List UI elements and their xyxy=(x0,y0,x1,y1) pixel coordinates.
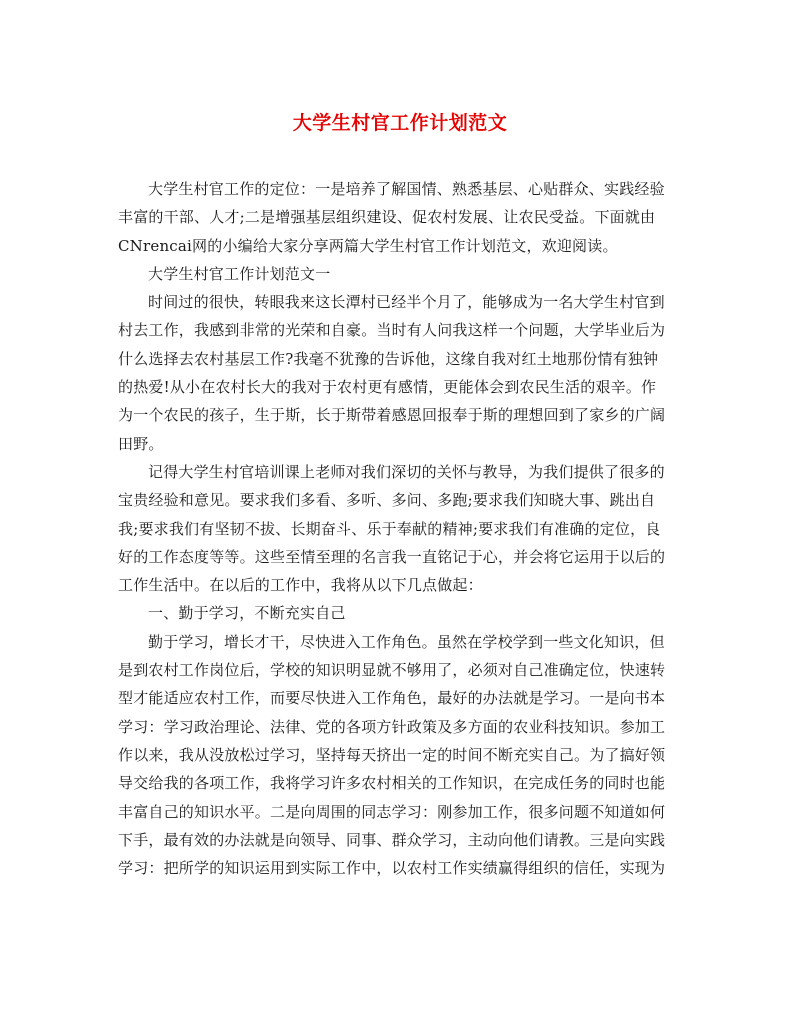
paragraph-line: 我;要求我们有坚韧不拔、长期奋斗、乐于奉献的精神;要求我们有准确的定位，良 xyxy=(118,519,661,538)
paragraph-line: 田野。 xyxy=(118,434,164,453)
paragraph-line: 学习：把所学的知识运用到实际工作中，以农村工作实绩赢得组织的信任，实现为 xyxy=(118,859,666,878)
paragraph-line: 作以来，我从没放松过学习，坚持每天挤出一定的时间不断充实自己。为了搞好领 xyxy=(118,745,666,764)
paragraph-line: 为一个农民的孩子，生于斯，长于斯带着感恩回报奉于斯的理想回到了家乡的广阔 xyxy=(118,406,666,425)
paragraph-line: CNrencai网的小编给大家分享两篇大学生村官工作计划范文，欢迎阅读。 xyxy=(118,236,618,255)
paragraph-line: 村去工作，我感到非常的光荣和自豪。当时有人问我这样一个问题，大学毕业后为 xyxy=(118,321,666,340)
section-heading: 一、勤于学习，不断充实自己 xyxy=(148,604,346,623)
paragraph-line: 时间过的很快，转眼我来这长潭村已经半个月了，能够成为一名大学生村官到 xyxy=(148,293,665,312)
paragraph-line: 工作生活中。在以后的工作中，我将从以下几点做起： xyxy=(118,576,483,595)
paragraph-line: 丰富自己的知识水平。二是向周围的同志学习：刚参加工作，很多问题不知道如何 xyxy=(118,802,666,821)
paragraph-line: 大学生村官工作的定位：一是培养了解国情、熟悉基层、心贴群众、实践经验 xyxy=(148,180,665,198)
paragraph-line: 什么选择去农村基层工作?我毫不犹豫的告诉他，这缘自我对红土地那份情有独钟 xyxy=(118,349,659,368)
paragraph-line: 下手，最有效的办法就是向领导、同事、群众学习，主动向他们请教。三是向实践 xyxy=(118,830,666,849)
paragraph-line: 好的工作态度等等。这些至情至理的名言我一直铭记于心，并会将它运用于以后的 xyxy=(118,547,666,566)
paragraph-line: 型才能适应农村工作，而要尽快进入工作角色，最好的办法就是学习。一是向书本 xyxy=(118,689,666,708)
paragraph-line: 丰富的干部、人才;二是增强基层组织建设、促农村发展、让农民受益。下面就由 xyxy=(118,208,656,227)
paragraph-line: 勤于学习，增长才干，尽快进入工作角色。虽然在学校学到一些文化知识，但 xyxy=(148,632,665,651)
paragraph-line: 是到农村工作岗位后，学校的知识明显就不够用了，必须对自己准确定位，快速转 xyxy=(118,661,666,680)
paragraph-line: 学习：学习政治理论、法律、党的各项方针政策及多方面的农业科技知识。参加工 xyxy=(118,717,666,736)
paragraph-line: 宝贵经验和意见。要求我们多看、多听、多问、多跑;要求我们知晓大事、跳出自 xyxy=(118,491,656,510)
paragraph-line: 的热爱!从小在农村长大的我对于农村更有感情，更能体会到农民生活的艰辛。作 xyxy=(118,378,657,397)
document-title: 大学生村官工作计划范文 xyxy=(292,112,508,134)
document-body xyxy=(118,175,686,882)
paragraph-line: 记得大学生村官培训课上老师对我们深切的关怀与教导，为我们提供了很多的 xyxy=(148,462,665,481)
paragraph-line: 导交给我的各项工作，我将学习许多农村相关的工作知识，在完成任务的同时也能 xyxy=(118,774,666,793)
section-heading: 大学生村官工作计划范文一 xyxy=(148,264,331,283)
